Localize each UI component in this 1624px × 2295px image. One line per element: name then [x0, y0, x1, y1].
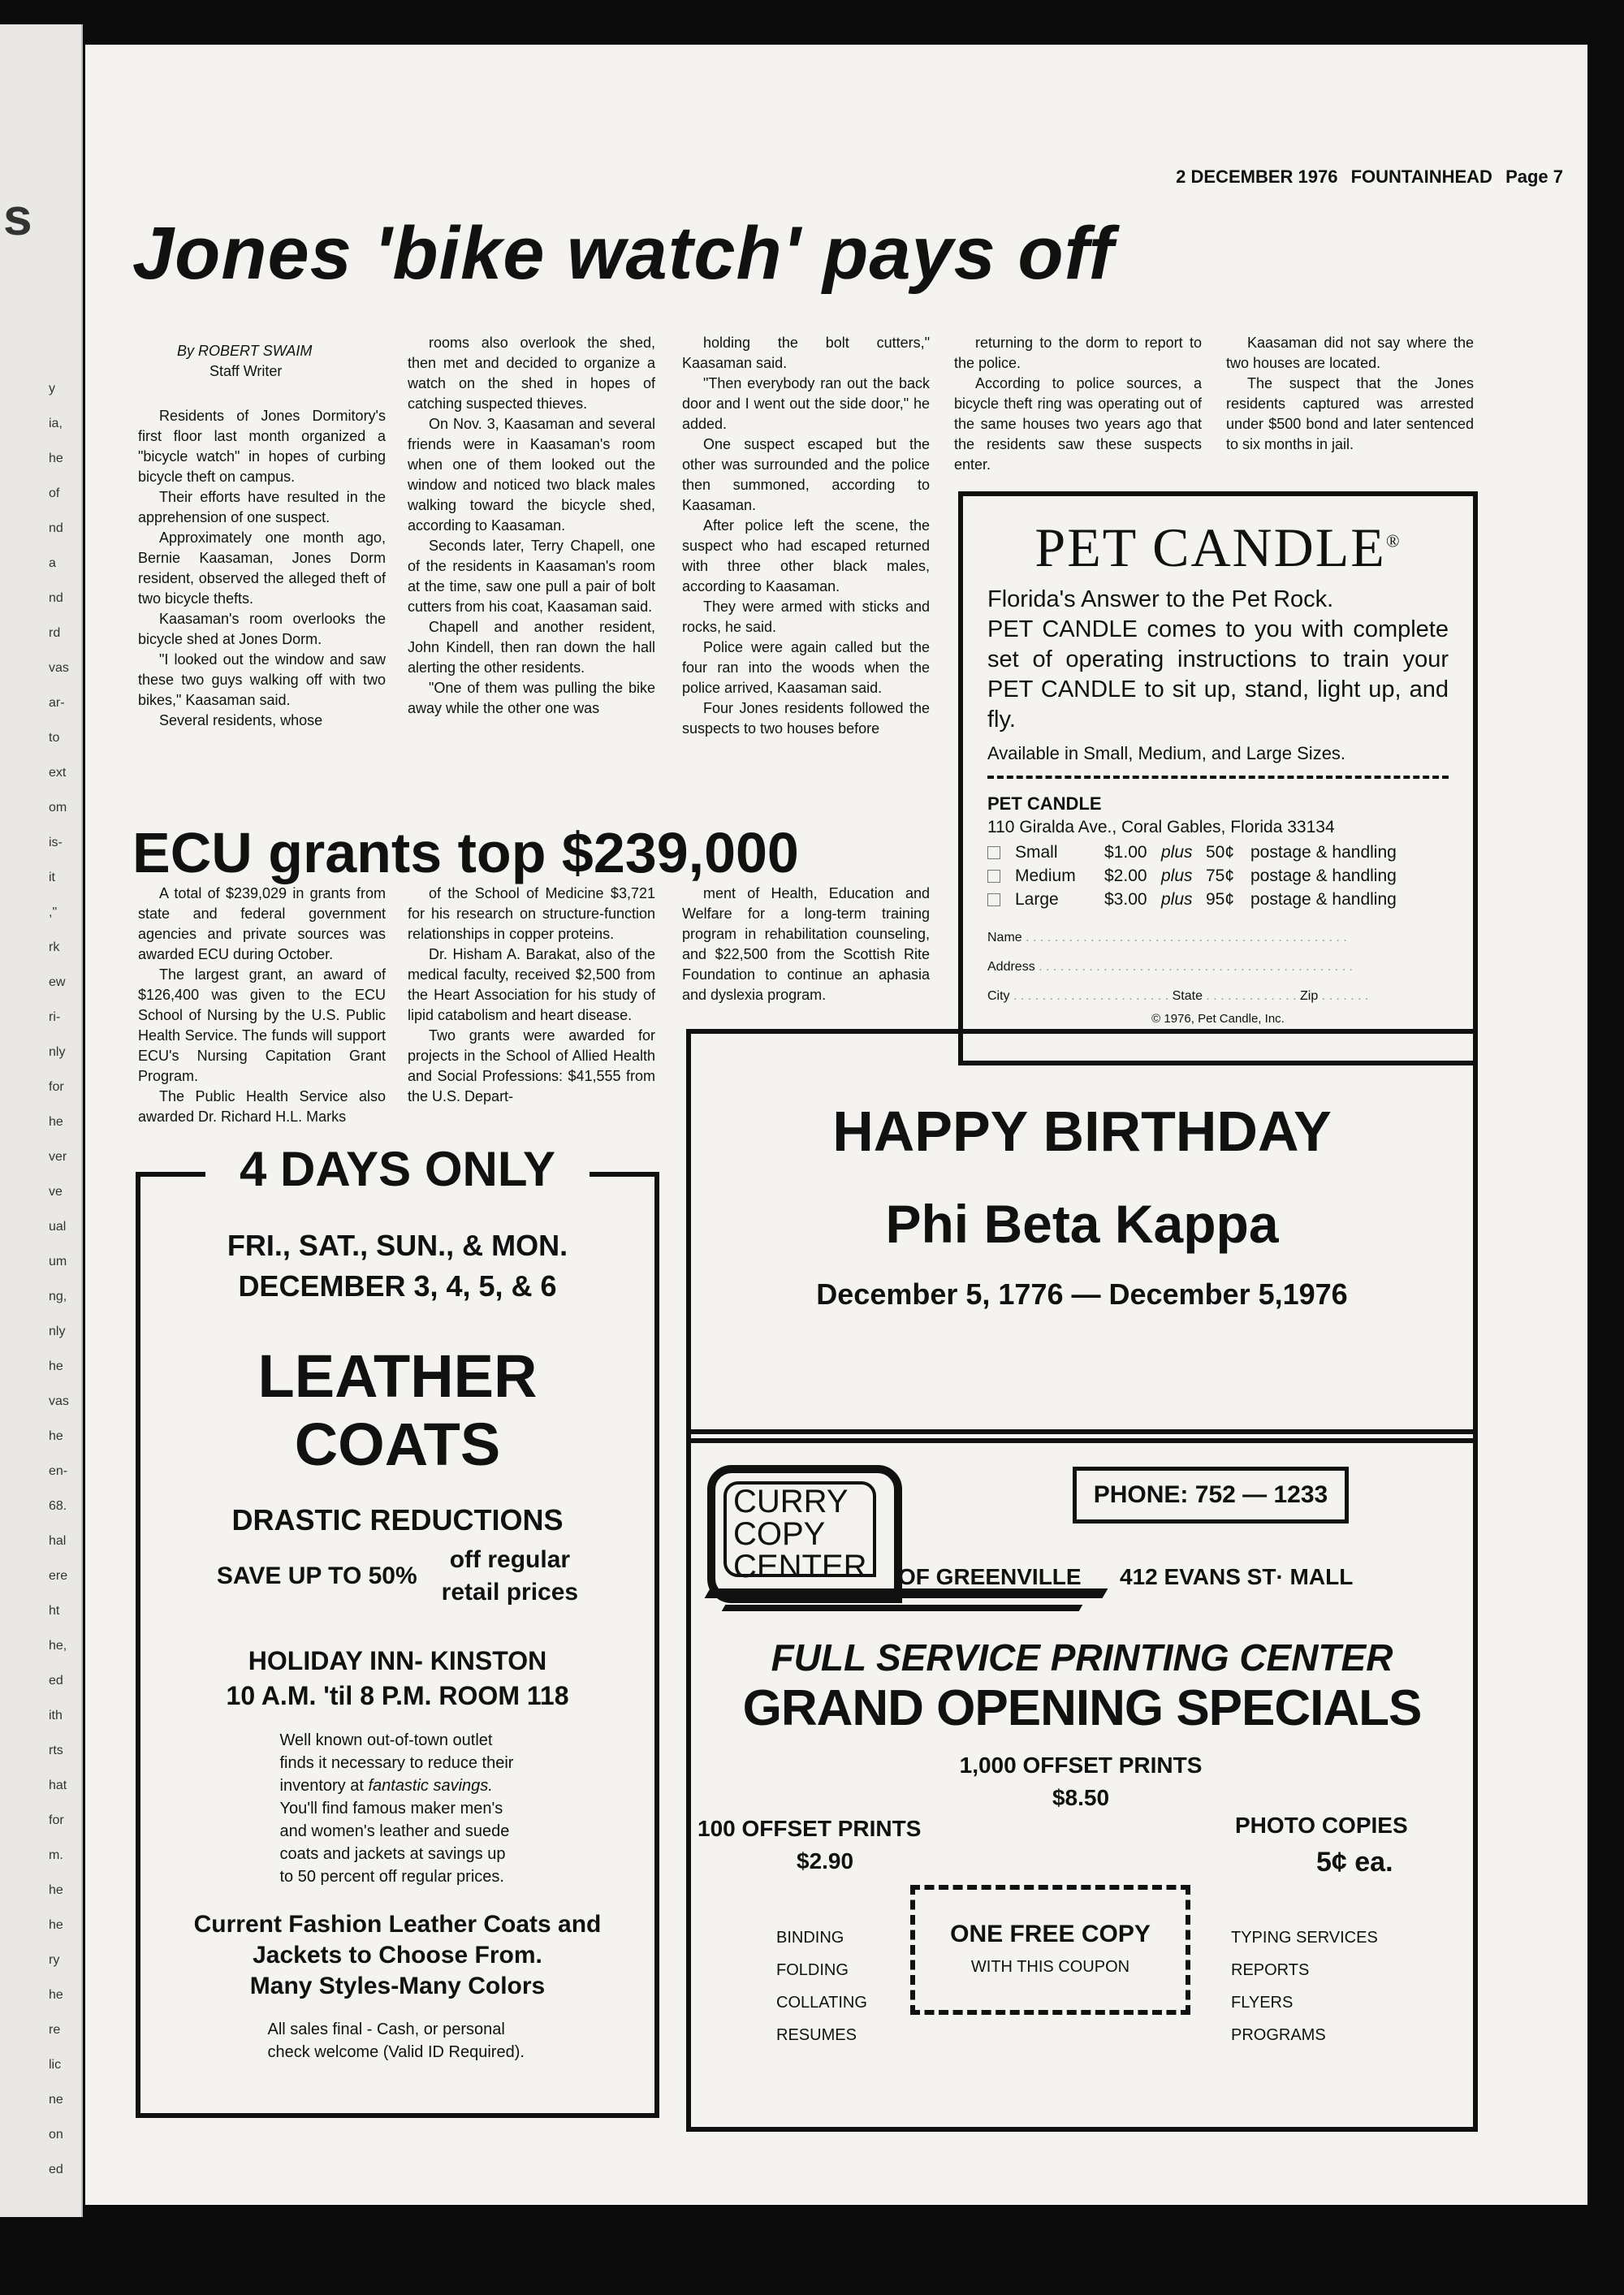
adjacent-text-fragment: nly [49, 1045, 66, 1059]
adjacent-text-fragment: um [49, 1255, 67, 1269]
adjacent-text-fragment: vas [49, 1394, 69, 1408]
adjacent-text-fragment: om [49, 801, 67, 815]
fashion-text: Current Fashion Leather Coats and Jackets to Choose From. Many Styles-Many Colors [193, 1911, 602, 1999]
adjacent-text-fragment: ht [49, 1604, 60, 1618]
adjacent-text-fragment: ew [49, 975, 66, 989]
grants-column-1 [138, 884, 386, 1127]
curry-logo-stripe-2 [722, 1605, 1083, 1611]
paragraph: After police left the scene, the suspect who had escaped returned with three other black males, according to Kaasaman. [682, 517, 930, 594]
folio-date: 2 DECEMBER 1976 [1176, 166, 1338, 187]
photo-copies-price: 5¢ ea. [1316, 1847, 1393, 1878]
free-copy-coupon[interactable] [910, 1885, 1190, 2015]
size-option[interactable] [987, 888, 1449, 911]
adjacent-text-fragment: to [49, 731, 60, 745]
adjacent-text-fragment: s [3, 188, 32, 246]
newspaper-page [85, 45, 1587, 2205]
adjacent-text-fragment: for [49, 1813, 64, 1827]
adjacent-text-fragment: nly [49, 1325, 66, 1338]
article-column-3 [682, 333, 930, 739]
adjacent-text-fragment: ual [49, 1220, 67, 1234]
adjacent-text-fragment: ere [49, 1569, 68, 1583]
of-greenville: OF GREENVILLE [898, 1564, 1082, 1589]
order-name: PET CANDLE [987, 793, 1102, 814]
adjacent-text-fragment: y [49, 382, 55, 395]
adjacent-text-fragment: rd [49, 626, 61, 640]
curry-address: 412 EVANS ST· MALL [1120, 1564, 1354, 1589]
article-headline: Jones 'bike watch' pays off [132, 212, 1115, 295]
drastic-reductions: DRASTIC REDUCTIONS [231, 1503, 564, 1536]
option-postage: 75¢ [1206, 867, 1235, 885]
adjacent-text-fragment: hal [49, 1534, 67, 1548]
paragraph: On Nov. 3, Kaasaman and several friends were in Kaasaman's room when one of them looked out the window and noticed two black males walking toward the bicycle shed, according to Kaasaman. [408, 416, 655, 534]
adjacent-text-fragment: ne [49, 2093, 63, 2107]
off-regular: off regular retail prices [441, 1546, 579, 1606]
offer-100: 100 OFFSET PRINTS [698, 1816, 922, 1841]
size-checkbox[interactable] [987, 893, 1000, 906]
option-plus: plus [1161, 867, 1193, 885]
adjacent-text-fragment: it [49, 871, 55, 884]
service-item: FLYERS [1231, 1994, 1294, 2012]
sale-dates: DECEMBER 3, 4, 5, & 6 [238, 1269, 557, 1303]
leather-title-1: LEATHER [257, 1342, 538, 1410]
option-price: $3.00 [1104, 890, 1147, 909]
adjacent-text-fragment: ri- [49, 1010, 61, 1024]
leather-coats-ad [136, 1142, 659, 2118]
sale-days: FRI., SAT., SUN., & MON. [227, 1229, 568, 1262]
option-rest: postage & handling [1250, 843, 1397, 862]
adjacent-text-fragment: he [49, 1115, 63, 1129]
pet-candle-ad [958, 491, 1478, 1065]
adjacent-text-fragment: ver [49, 1150, 67, 1164]
name-field[interactable]: Name . . . . . . . . . . . . . . . . . . . . . . . . . . . . . . . . . . . . . . . . . . . . . [987, 931, 1347, 944]
adjacent-text-fragment: ia, [49, 417, 63, 430]
adjacent-text-fragment: nd [49, 591, 63, 605]
leather-paragraph: Well known out-of-town outlet finds it necessary to reduce their inventory at fantastic savings. You'll find famous maker men's and women's leather and suede coats and jackets at savings up to 50 percent off regular prices. [279, 1731, 514, 1886]
option-plus: plus [1161, 843, 1193, 862]
save-up-to: SAVE UP TO 50% [216, 1562, 417, 1589]
service-item: BINDING [776, 1929, 844, 1947]
option-rest: postage & handling [1250, 867, 1397, 885]
paragraph: According to police sources, a bicycle theft ring was operating out of the same houses two years ago that the residents saw these suspects enter. [954, 375, 1202, 473]
option-price: $1.00 [1104, 843, 1147, 862]
byline-role: Staff Writer [209, 363, 283, 379]
paragraph: One suspect escaped but the other was surrounded and the police then summoned, according to Kaasaman. [682, 436, 930, 513]
adjacent-text-fragment: nd [49, 521, 63, 535]
paragraph: holding the bolt cutters," Kaasaman said. [682, 335, 930, 371]
venue: HOLIDAY INN- KINSTON [248, 1646, 547, 1675]
leather-title-2: COATS [294, 1411, 501, 1478]
save-row [140, 1544, 654, 1609]
offer-100-price: $2.90 [797, 1848, 854, 1874]
left-services [776, 1921, 867, 2051]
order-address: 110 Giralda Ave., Coral Gables, Florida 33134 [987, 818, 1335, 836]
adjacent-text-fragment: lic [49, 2058, 62, 2072]
paragraph: "Then everybody ran out the back door and I went out the side door," he added. [682, 375, 930, 432]
service-item: TYPING SERVICES [1231, 1929, 1378, 1947]
paragraph: Dr. Hisham A. Barakat, also of the medical faculty, received $2,500 from the Heart Association for his study of lipid catabolism and heart disease. [408, 946, 655, 1023]
curry-logo-text: CURRY COPY CENTER [733, 1484, 867, 1584]
adjacent-text-fragment: he [49, 1988, 63, 2002]
option-plus: plus [1161, 890, 1193, 909]
right-services [1231, 1921, 1378, 2051]
paragraph: Approximately one month ago, Bernie Kaasaman, Jones Dorm resident, observed the alleged theft of two bicycle thefts. [138, 529, 386, 607]
pet-candle-body: Florida's Answer to the Pet Rock. PET CANDLE comes to you with complete set of operating instructions to train your PET CANDLE to sit up, stand, light up, and fly. [987, 586, 1449, 733]
copyright: © 1976, Pet Candle, Inc. [1151, 1012, 1285, 1026]
grants-column-2 [408, 884, 655, 1107]
offer-1000: 1,000 OFFSET PRINTS [959, 1753, 1203, 1778]
paragraph: The Public Health Service also awarded Dr. Richard H.L. Marks [138, 1088, 386, 1125]
folio-page: Page 7 [1505, 166, 1563, 187]
full-service-headline: FULL SERVICE PRINTING CENTER [771, 1636, 1393, 1679]
paragraph: The largest grant, an award of $126,400 was given to the ECU School of Nursing by the U.S. Public Health Service. The funds will support ECU's Nursing Capitation Grant Program. [138, 966, 386, 1084]
photo-copies: PHOTO COPIES [1235, 1813, 1408, 1838]
adjacent-text-fragment: rts [49, 1744, 63, 1757]
grand-opening-headline: GRAND OPENING SPECIALS [742, 1680, 1422, 1736]
paragraph: Kaasaman did not say where the two houses are located. [1226, 335, 1474, 371]
paragraph: ment of Health, Education and Welfare for a long-term training program in rehabilitation counseling, and $22,500 from the Scottish Rite Foundation to continue an aphasia and dyslexia program. [682, 885, 930, 1003]
adjacent-text-fragment: ext [49, 766, 67, 780]
paragraph: Seconds later, Terry Chapell, one of the residents in Kaasaman's room at the time, saw one pull a pair of bolt cutters from his coat, Kaasaman said. [408, 538, 655, 615]
adjacent-text-fragment: he, [49, 1639, 67, 1653]
adjacent-text-fragment: he [49, 1883, 63, 1897]
adjacent-text-fragment: hat [49, 1779, 67, 1792]
four-days-banner: 4 DAYS ONLY [205, 1141, 590, 1197]
paragraph: of the School of Medicine $3,721 for his research on structure-function relationships in copper proteins. [408, 885, 655, 942]
size-checkbox[interactable] [987, 846, 1000, 859]
city-state-zip-field[interactable]: City . . . . . . . . . . . . . . . . . . . . . . State . . . . . . . . . . . . . Zip . . . . . . . [987, 989, 1369, 1003]
adjacent-text-fragment: a [49, 556, 56, 570]
service-item: REPORTS [1231, 1961, 1310, 1979]
adjacent-text-fragment: vas [49, 661, 69, 675]
article-column-4 [954, 333, 1202, 475]
option-size: Large [1015, 890, 1059, 909]
coupon-title: ONE FREE COPY [950, 1921, 1151, 1947]
adjacent-text-fragment: ith [49, 1709, 63, 1722]
birthday-line2: Phi Beta Kappa [885, 1194, 1279, 1254]
adjacent-text-fragment: ," [49, 905, 58, 919]
adjacent-text-fragment: ng, [49, 1290, 67, 1303]
article-column-1 [138, 341, 386, 731]
paragraph: Residents of Jones Dormitory's first floor last month organized a "bicycle watch" in hopes of curbing bicycle theft on campus. [138, 408, 386, 485]
adjacent-text-fragment: ar- [49, 696, 65, 710]
service-item: PROGRAMS [1231, 2026, 1326, 2044]
adjacent-text-fragment: for [49, 1080, 64, 1094]
adjacent-text-fragment: ed [49, 2163, 63, 2176]
adjacent-text-fragment: of [49, 486, 60, 500]
article-column-2 [408, 333, 655, 719]
adjacent-text-fragment: en- [49, 1464, 68, 1478]
adjacent-text-fragment: m. [49, 1848, 63, 1862]
size-checkbox[interactable] [987, 870, 1000, 883]
adjacent-text-fragment: is- [49, 836, 63, 849]
paragraph: "One of them was pulling the bike away while the other one was [408, 680, 655, 716]
adjacent-text-fragment: on [49, 2128, 63, 2142]
paragraph: returning to the dorm to report to the police. [954, 335, 1202, 371]
service-item: RESUMES [776, 2026, 857, 2044]
size-option[interactable] [987, 864, 1449, 888]
adjacent-text-fragment: he [49, 1429, 63, 1443]
paragraph: "I looked out the window and saw these two guys walking off with two bikes," Kaasaman said. [138, 651, 386, 708]
byline-name: By ROBERT SWAIM [177, 343, 313, 359]
paragraph: Two grants were awarded for projects in the School of Allied Health and Social Professions: $41,555 from the U.S. Depart- [408, 1027, 655, 1104]
paragraph: They were armed with sticks and rocks, he said. [682, 599, 930, 635]
dashed-divider [987, 776, 1449, 779]
adjacent-text-fragment: ed [49, 1674, 63, 1688]
sales-final: All sales final - Cash, or personal check welcome (Valid ID Required). [267, 2021, 525, 2061]
phone-box: PHONE: 752 — 1233 [1073, 1467, 1349, 1524]
size-option[interactable] [987, 841, 1449, 864]
article-headline-2: ECU grants top $239,000 [132, 821, 799, 884]
adjacent-text-fragment: ve [49, 1185, 63, 1199]
birthday-line3: December 5, 1776 — December 5,1976 [816, 1277, 1348, 1311]
article-column-5 [1226, 333, 1474, 455]
option-price: $2.00 [1104, 867, 1147, 885]
birthday-line1: HAPPY BIRTHDAY [832, 1100, 1332, 1163]
adjacent-text-fragment: he [49, 452, 63, 465]
order-options [987, 841, 1449, 911]
offer-1000-price: $8.50 [1052, 1785, 1110, 1810]
paragraph: rooms also overlook the shed, then met and decided to organize a watch on the shed in hopes of catching suspected thieves. [408, 335, 655, 412]
grants-column-3 [682, 884, 930, 1005]
birthday-ad [686, 1029, 1478, 1443]
hours: 10 A.M. 'til 8 P.M. ROOM 118 [226, 1681, 569, 1710]
curry-copy-ad [686, 1429, 1478, 2132]
paragraph: A total of $239,029 in grants from state and federal government agencies and private sources was awarded ECU during October. [138, 885, 386, 962]
pet-candle-sizes: Available in Small, Medium, and Large Sizes. [987, 743, 1346, 763]
option-postage: 50¢ [1206, 843, 1235, 862]
adjacent-text-fragment: rk [49, 940, 60, 954]
service-item: COLLATING [776, 1994, 867, 2012]
paragraph: Chapell and another resident, John Kindell, then ran down the hall alerting the other residents. [408, 619, 655, 676]
service-item: FOLDING [776, 1961, 849, 1979]
adjacent-text-fragment: re [49, 2023, 61, 2037]
option-rest: postage & handling [1250, 890, 1397, 909]
adjacent-text-fragment: ry [49, 1953, 60, 1967]
folio-line [1116, 166, 1563, 188]
paragraph: Their efforts have resulted in the apprehension of one suspect. [138, 489, 386, 525]
option-size: Medium [1015, 867, 1076, 885]
paragraph: Several residents, whose [159, 712, 323, 728]
adjacent-text-fragment: he [49, 1918, 63, 1932]
paragraph: The suspect that the Jones residents captured was arrested under $500 bond and later sentenced to six months in jail. [1226, 375, 1474, 452]
adjacent-text-fragment: he [49, 1359, 63, 1373]
paragraph: Four Jones residents followed the suspects to two houses before [682, 700, 930, 737]
adjacent-text-fragment: 68. [49, 1499, 67, 1513]
pet-candle-brand: PET CANDLE® [1034, 516, 1402, 578]
column-paragraphs [138, 406, 386, 731]
folio-paper: FOUNTAINHEAD [1350, 166, 1492, 187]
option-postage: 95¢ [1206, 890, 1235, 909]
coupon-subtitle: WITH THIS COUPON [970, 1958, 1130, 1976]
address-field[interactable]: Address . . . . . . . . . . . . . . . . . . . . . . . . . . . . . . . . . . . . . . . . . . . . [987, 960, 1353, 974]
paragraph: Kaasaman's room overlooks the bicycle shed at Jones Dorm. [138, 611, 386, 647]
paragraph: Police were again called but the four ran into the woods when the police arrived, Kaasaman said. [682, 639, 930, 696]
adjacent-page-edge [0, 24, 83, 2217]
option-size: Small [1015, 843, 1058, 862]
